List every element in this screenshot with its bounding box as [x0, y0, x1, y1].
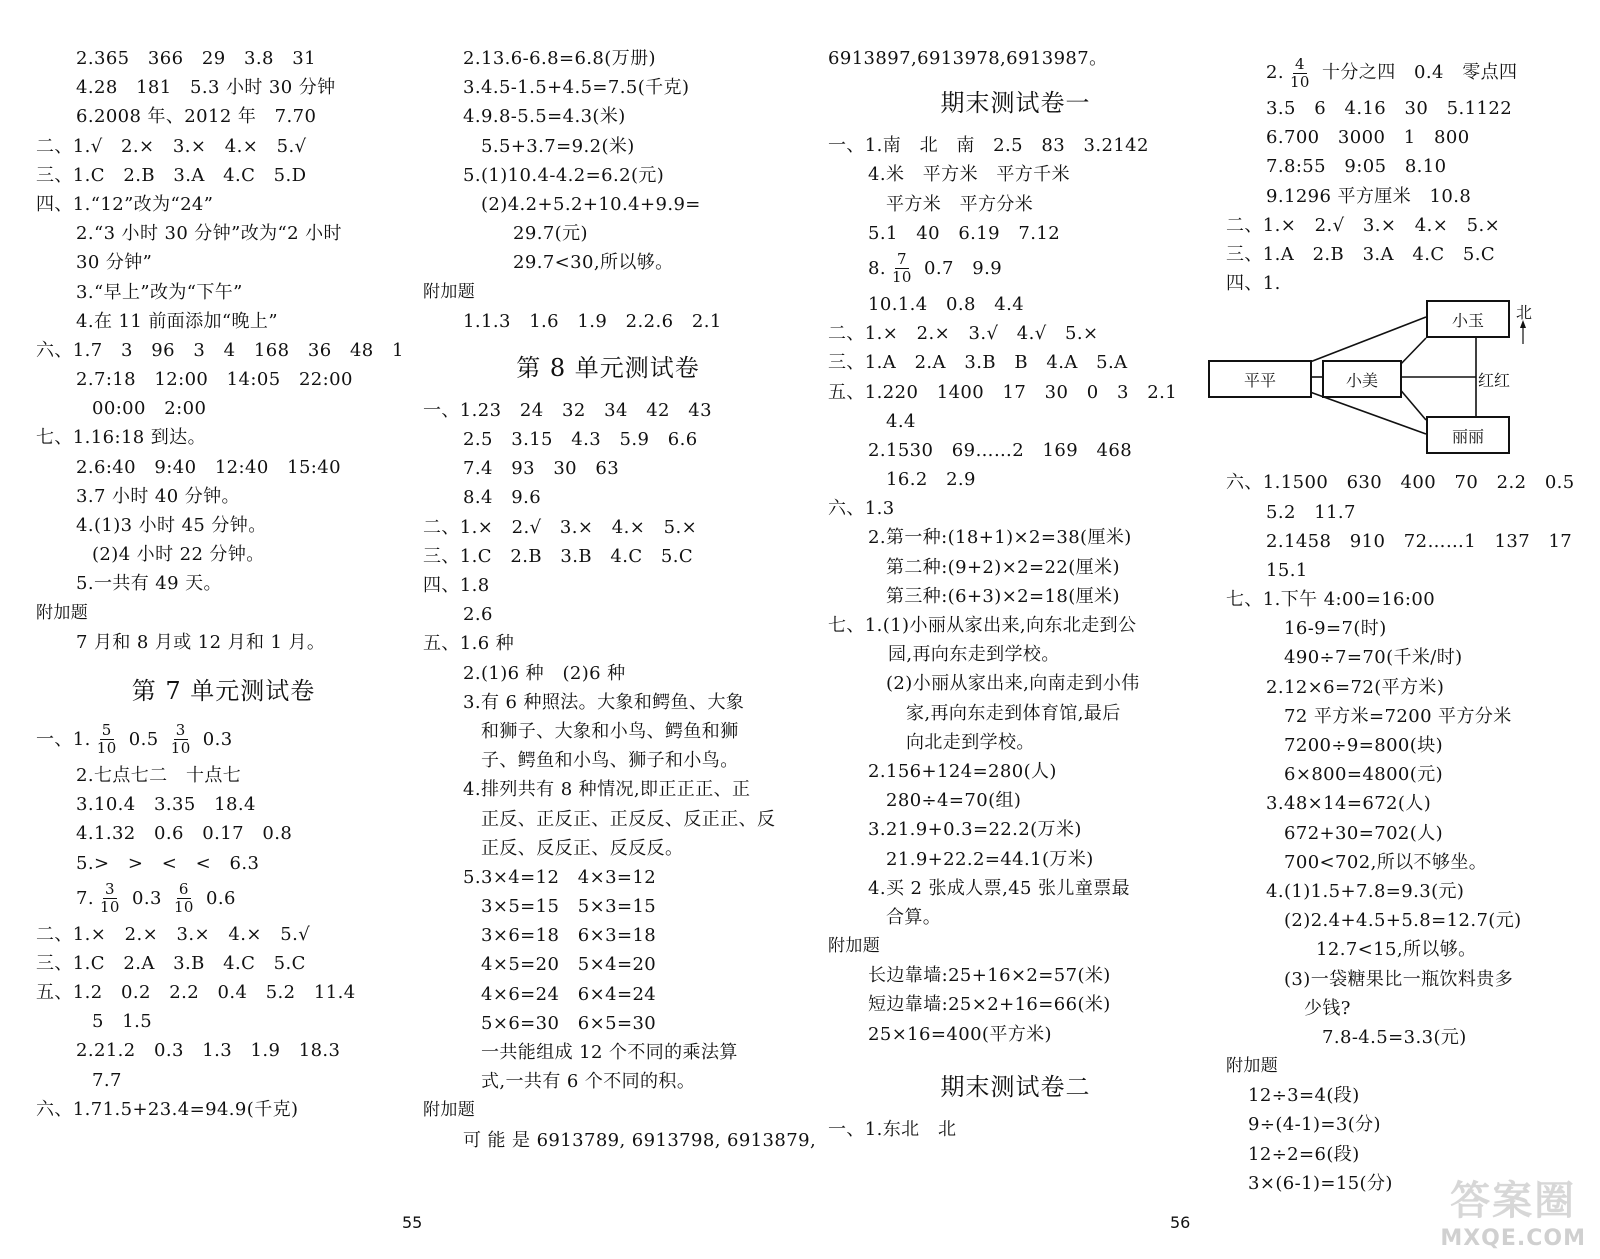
answer-line: 6.2008 年、2012 年 7.70: [76, 106, 317, 128]
answer-line: 一、1.东北 北: [828, 1118, 957, 1140]
watermark: [1440, 1169, 1586, 1251]
answer-line: (2)4 小时 22 分钟。: [92, 544, 265, 566]
answer-line: 二、1.× 2.× 3.× 4.× 5.√: [36, 923, 311, 945]
box-xiaomei: 小美: [1322, 360, 1402, 398]
answer-line: 9.1296 平方厘米 10.8: [1266, 185, 1472, 207]
answer-line: 3×6=18 6×3=18: [481, 925, 657, 947]
answer-line: 七、1.16:18 到达。: [36, 427, 206, 449]
answer-line: 2.6:40 9:40 12:40 15:40: [76, 456, 341, 478]
box-xiaoyu: 小玉: [1426, 300, 1510, 338]
answer-line: 6×800=4800(元): [1284, 764, 1444, 786]
bonus-heading: 附加题: [1226, 1056, 1279, 1077]
answer-line: 29.7(元): [513, 223, 588, 245]
answer-line: 4.排列共有 8 种情况,即正正正、正: [463, 779, 751, 801]
answer-line: 5.2 11.7: [1266, 501, 1356, 523]
answer-line: 家,再向东走到体育馆,最后: [906, 702, 1121, 724]
location-diagram: [1226, 302, 1556, 462]
answer-line: 16-9=7(时): [1284, 618, 1387, 640]
answer-line: 三、1.C 2.B 3.B 4.C 5.C: [423, 545, 694, 567]
answer-line: 4.米 平方米 平方千米: [868, 164, 1070, 186]
answer-line: 21.9+22.2=44.1(万米): [886, 848, 1094, 870]
answer-line: 3.5 6 4.16 30 5.1122: [1266, 98, 1513, 119]
answer-line: 672+30=702(人): [1284, 822, 1444, 844]
answer-line: 2.12×6=72(平方米): [1266, 676, 1445, 698]
answer-line: 子、鳄鱼和小鸟、狮子和小鸟。: [481, 750, 739, 772]
answer-line: 二、1.× 2.√ 3.× 4.× 5.×: [1226, 214, 1501, 236]
line-prefix: 8.: [868, 257, 886, 279]
answer-line: 5×6=30 6×5=30: [481, 1012, 657, 1034]
answer-line: 4×5=20 5×4=20: [481, 954, 657, 976]
answer-line: 15.1: [1266, 559, 1308, 581]
column-1: [36, 44, 411, 1124]
answer-line: 5.5+3.7=9.2(米): [481, 135, 635, 157]
answer-line: 三、1.C 2.A 3.B 4.C 5.C: [36, 952, 306, 974]
answer-line: 3.4.5-1.5+4.5=7.5(千克): [463, 77, 690, 99]
line-prefix: 7.: [76, 887, 94, 909]
answer-line: 7200÷9=800(块): [1284, 735, 1444, 756]
value: 0.6: [205, 887, 236, 909]
answer-line: 一共能组成 12 个不同的乘法算: [481, 1042, 738, 1063]
answer-line: 2.(1)6 种 (2)6 种: [463, 662, 626, 684]
answer-line: 第二种:(9+2)×2=22(厘米): [886, 556, 1120, 578]
answer-line: (2)小丽从家出来,向南走到小伟: [886, 673, 1140, 695]
answer-line: 式,一共有 6 个不同的积。: [481, 1071, 696, 1093]
answer-line: 短边靠墙:25×2+16=66(米): [868, 994, 1111, 1016]
answer-line: 30 分钟”: [76, 252, 153, 274]
answer-line: 4.(1)3 小时 45 分钟。: [76, 515, 267, 536]
answer-line: 00:00 2:00: [92, 398, 207, 420]
answer-line: 2.13.6-6.8=6.8(万册): [463, 48, 656, 69]
answer-line: 16.2 2.9: [886, 469, 976, 491]
answer-line: (3)一袋糖果比一瓶饮料贵多: [1284, 968, 1514, 990]
answer-line: 二、1.× 2.√ 3.× 4.× 5.×: [423, 516, 698, 538]
value: 0.5: [128, 728, 159, 750]
label-honghong: 红红: [1478, 371, 1511, 391]
answer-line: 3.7 小时 40 分钟。: [76, 485, 240, 507]
answer-line: 2.5 3.15 4.3 5.9 6.6: [463, 429, 698, 451]
answer-line: 9÷(4-1)=3(分): [1248, 1114, 1381, 1136]
bonus-heading: 附加题: [423, 281, 476, 302]
answer-line: 6913897,6913978,6913987。: [828, 48, 1108, 69]
answer-line: (2)4.2+5.2+10.4+9.9=: [481, 193, 701, 215]
answer-line: 3.10.4 3.35 18.4: [76, 794, 256, 816]
answer-line: 二、1.√ 2.× 3.× 4.× 5.√: [36, 135, 307, 157]
answer-line: 3.“早上”改为“下午”: [76, 281, 243, 303]
fraction: $\frac{7}{10}$: [891, 250, 912, 287]
answer-line: 1.1.3 1.6 1.9 2.2.6 2.1: [463, 310, 722, 332]
fraction-line: [36, 719, 411, 761]
answer-line: 一、1.南 北 南 2.5 83 3.2142: [828, 135, 1149, 157]
value: 0.3: [202, 728, 233, 750]
fraction: $\frac{5}{10}$: [96, 721, 117, 758]
answer-line: 4.在 11 前面添加“晚上”: [76, 310, 278, 332]
answer-line: 2.第一种:(18+1)×2=38(厘米): [868, 527, 1132, 549]
answer-line: 三、1.A 2.A 3.B B 4.A 5.A: [828, 352, 1128, 374]
answer-line: 长边靠墙:25+16×2=57(米): [868, 965, 1111, 987]
answer-line: 五、1.6 种: [423, 633, 515, 655]
answer-line: 向北走到学校。: [906, 731, 1035, 753]
section-title: 期末测试卷二: [940, 1072, 1091, 1101]
column-3: [828, 44, 1203, 1144]
answer-line: 四、1.: [1226, 273, 1281, 295]
answer-line: 2.21.2 0.3 1.3 1.9 18.3: [76, 1040, 341, 1062]
fraction-line: [36, 878, 411, 920]
watermark-url: MXQE.COM: [1440, 1226, 1586, 1251]
fraction-line: [1226, 52, 1576, 94]
answer-line: 5.(1)10.4-4.2=6.2(元): [463, 164, 665, 186]
answer-line: 3.有 6 种照法。大象和鳄鱼、大象: [463, 691, 745, 713]
box-pingping: 平平: [1208, 360, 1312, 398]
answer-line: 合算。: [886, 906, 942, 928]
answer-line: 7.8-4.5=3.3(元): [1322, 1026, 1467, 1048]
answer-line: 第三种:(6+3)×2=18(厘米): [886, 585, 1120, 607]
answer-line: 四、1.“12”改为“24”: [36, 193, 214, 215]
answer-line: 一、1.23 24 32 34 42 43: [423, 399, 712, 421]
answer-line: 12÷2=6(段): [1248, 1143, 1360, 1165]
answer-line: 7.7: [92, 1069, 122, 1091]
answer-line: 2.1458 910 72……1 137 17: [1266, 530, 1573, 552]
answer-line: 2.“3 小时 30 分钟”改为“2 小时: [76, 223, 342, 245]
answer-line: 六、1.7 3 96 3 4 168 36 48 1: [36, 339, 404, 361]
answer-line: 5.一共有 49 天。: [76, 573, 222, 595]
answer-line: 六、1.3: [828, 498, 895, 520]
page-number-left: 55: [402, 1213, 423, 1232]
fraction-line: [828, 248, 1203, 290]
answer-line: 三、1.C 2.B 3.A 4.C 5.D: [36, 164, 307, 186]
answer-line: 12÷3=4(段): [1248, 1085, 1360, 1107]
answer-line: 2.156+124=280(人): [868, 760, 1057, 782]
answer-line: 10.1.4 0.8 4.4: [868, 293, 1025, 315]
value: 十分之四 0.4 零点四: [1322, 62, 1518, 83]
page-number-right: 56: [1170, 1213, 1191, 1232]
answer-line: 六、1.71.5+23.4=94.9(千克): [36, 1098, 299, 1120]
answer-line: 七、1.(1)小丽从家出来,向东北走到公: [828, 615, 1137, 636]
column-2: [423, 44, 817, 1155]
fraction: $\frac{6}{10}$: [173, 880, 194, 917]
answer-line: 7.4 93 30 63: [463, 458, 620, 480]
answer-line: 5.> > < < 6.3: [76, 852, 260, 874]
answer-line: 280÷4=70(组): [886, 790, 1022, 812]
answer-line: 四、1.8: [423, 575, 490, 596]
fraction: $\frac{4}{10}$: [1289, 54, 1310, 91]
answer-line: 七、1.下午 4:00=16:00: [1226, 589, 1436, 611]
answer-line: 园,再向东走到学校。: [888, 644, 1060, 666]
fraction: $\frac{3}{10}$: [170, 721, 191, 758]
answer-line: 4.(1)1.5+7.8=9.3(元): [1266, 880, 1465, 902]
answer-line: 29.7<30,所以够。: [513, 252, 674, 274]
line-prefix: 一、1.: [36, 728, 91, 750]
answer-line: 12.7<15,所以够。: [1316, 939, 1477, 961]
answer-line: 二、1.× 2.× 3.√ 4.√ 5.×: [828, 323, 1099, 345]
answer-line: 3.48×14=672(人): [1266, 793, 1432, 815]
answer-line: 可 能 是 6913789, 6913798, 6913879,: [463, 1129, 817, 1151]
north-label: 北: [1516, 303, 1533, 323]
answer-line: 少钱?: [1304, 997, 1351, 1019]
answer-line: 6.700 3000 1 800: [1266, 127, 1470, 149]
answer-line: 7 月和 8 月或 12 月和 1 月。: [76, 631, 326, 653]
answer-line: 2.七点七二 十点七: [76, 764, 242, 786]
answer-line: 4.4: [886, 410, 916, 432]
answer-line: 2.365 366 29 3.8 31: [76, 48, 316, 69]
answer-line: 25×16=400(平方米): [868, 1023, 1052, 1045]
answer-line: 五、1.220 1400 17 30 0 3 2.1: [828, 381, 1178, 403]
value: 0.3: [132, 887, 162, 909]
answer-line: 2.6: [463, 604, 493, 626]
answer-line: 5 1.5: [92, 1011, 153, 1033]
answer-line: 4×6=24 6×4=24: [481, 983, 657, 1005]
answer-line: 490÷7=70(千米/时): [1284, 647, 1463, 669]
watermark-logo: 答案圈: [1450, 1178, 1577, 1224]
answer-line: 3×5=15 5×3=15: [481, 896, 657, 918]
fraction: $\frac{3}{10}$: [99, 880, 120, 917]
column-4: [1226, 52, 1576, 1198]
answer-line: 和狮子、大象和小鸟、鳄鱼和狮: [481, 720, 739, 742]
answer-line: 4.9.8-5.5=4.3(米): [463, 106, 626, 128]
answer-line: 2.1530 69……2 169 468: [868, 439, 1133, 461]
answer-line: 700<702,所以不够坐。: [1284, 851, 1488, 873]
answer-line: 4.28 181 5.3 小时 30 分钟: [76, 77, 336, 99]
answer-line: 3.21.9+0.3=22.2(万米): [868, 819, 1082, 841]
answer-line: 3×(6-1)=15(分): [1248, 1172, 1393, 1194]
section-title: 第 8 单元测试卷: [516, 353, 700, 382]
answer-line: 2.7:18 12:00 14:05 22:00: [76, 369, 353, 391]
answer-line: (2)2.4+4.5+5.8=12.7(元): [1284, 910, 1522, 932]
answer-line: 平方米 平方分米: [886, 193, 1034, 215]
section-title: 第 7 单元测试卷: [131, 676, 316, 705]
answer-line: 8.4 9.6: [463, 487, 542, 509]
bonus-heading: 附加题: [423, 1100, 476, 1121]
bonus-heading: 附加题: [36, 602, 89, 623]
answer-line: 五、1.2 0.2 2.2 0.4 5.2 11.4: [36, 982, 356, 1004]
answer-line: 正反、反反正、反反反。: [481, 837, 684, 859]
box-xx: 丽丽: [1426, 416, 1510, 454]
answer-line: 72 平方米=7200 平方分米: [1284, 705, 1512, 727]
answer-line: 5.3×4=12 4×3=12: [463, 866, 657, 888]
answer-line: 正反、正反正、正反反、反正正、反: [481, 808, 776, 830]
answer-line: 7.8:55 9:05 8.10: [1266, 156, 1447, 178]
bonus-heading: 附加题: [828, 936, 881, 957]
section-title: 期末测试卷一: [940, 89, 1091, 118]
value: 0.7 9.9: [924, 257, 1003, 279]
answer-line: 4.买 2 张成人票,45 张儿童票最: [868, 877, 1131, 899]
line-prefix: 2.: [1266, 62, 1284, 83]
answer-line: 三、1.A 2.B 3.A 4.C 5.C: [1226, 243, 1496, 265]
answer-line: 5.1 40 6.19 7.12: [868, 222, 1061, 244]
answer-line: 六、1.1500 630 400 70 2.2 0.5: [1226, 472, 1575, 494]
answer-line: 4.1.32 0.6 0.17 0.8: [76, 823, 293, 845]
